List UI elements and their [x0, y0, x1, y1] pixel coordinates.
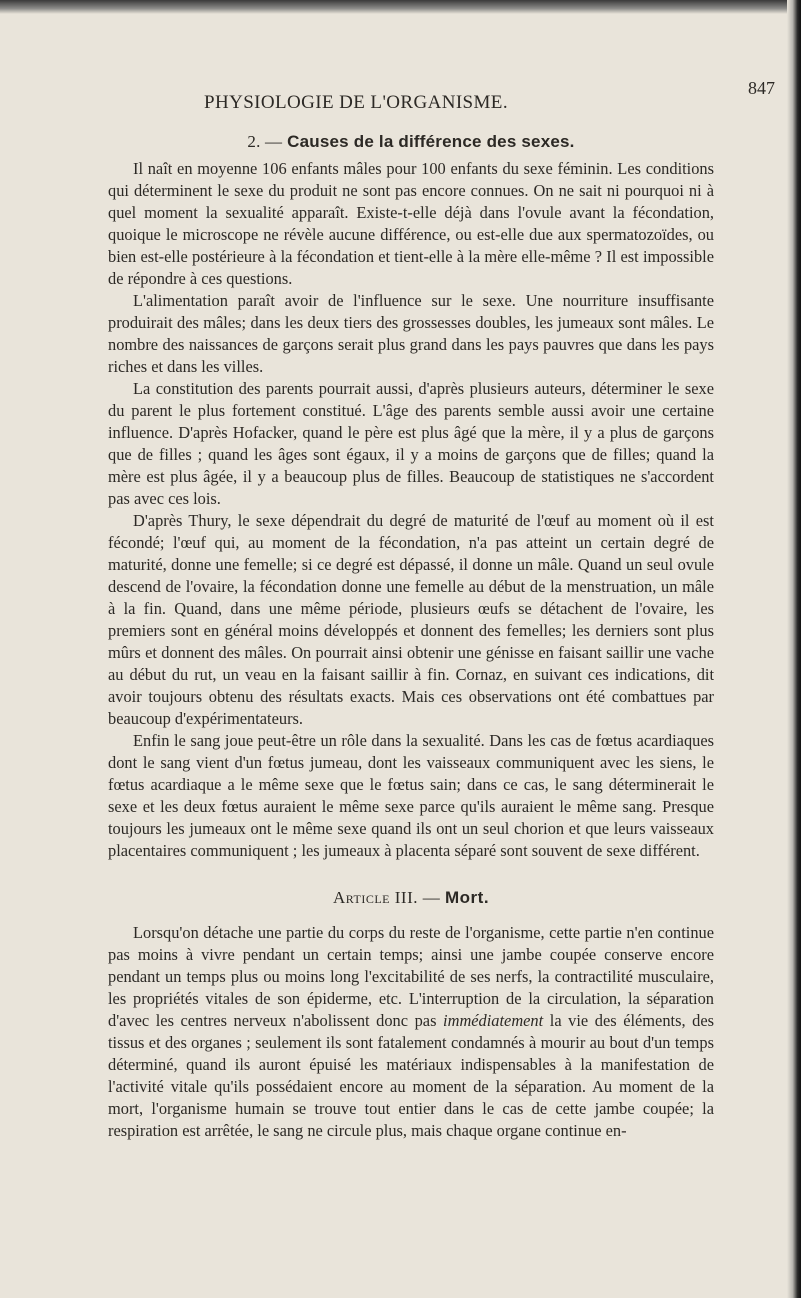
text-run: la vie des éléments, des tissus et des organes ; seulement ils sont fatalement condamnés à mourir au bout d'un temps déterminé, quand ils auront épuisé les matériaux indispensables à la manifestation de l'activité vitale qu'ils possédaient encore au moment de la séparation. Au moment de la mort, l'organisme humain se trouve tout entier dans le cas de cette jambe coupée; la respiration est arrêtée, le sang ne circule plus, mais chaque organe continue en- — [108, 1011, 714, 1140]
book-page — [108, 78, 775, 1142]
paragraph: La constitution des parents pourrait aussi, d'après plusieurs auteurs, déterminer le sexe du parent le plus fortement constitué. L'âge des parents semble aussi avoir une certaine influence. D'après Hofacker, quand le père est plus âgé que la mère, il y a plus de garçons que de filles ; quand les âges sont égaux, il y a moins de garçons que de filles; quand la mère est plus âgée, il y a beaucoup plus de filles. Beaucoup de statistiques ne s'accordent pas avec ces lois. — [108, 379, 714, 508]
scan-binding-edge — [787, 0, 801, 1298]
section-number: 2. — — [247, 132, 283, 151]
italic-term: immédiatement — [443, 1011, 544, 1030]
paragraph: Il naît en moyenne 106 enfants mâles pour 100 enfants du sexe féminin. Les conditions qui déterminent le sexe du produit ne sont pas encore connues. On ne sait ni pourquoi ni à quel moment la sexualité apparaît. Existe-t-elle déjà dans l'ovule avant la fécondation, quoique le microscope ne révèle aucune différence, ou est-elle due aux spermatozoïdes, ou bien est-elle postérieure à la fécondation et tient-elle à la mère elle-même ? Il est impossible de répondre à ces questions. — [108, 159, 714, 288]
article-label: Article III. — [332, 888, 418, 907]
paragraph: Enfin le sang joue peut-être un rôle dans la sexualité. Dans les cas de fœtus acardiaques dont le sang vient d'un fœtus jumeau, dont les vaisseaux communiquent avec les siens, le fœtus acardiaque a le même sexe que le fœtus sain; dans ce cas, le sang déterminerait le sexe et les deux fœtus auraient le même sexe parce qu'ils auraient le même sang. Presque toujours les jumeaux ont le même sexe quand ils ont un seul chorion et que leurs vaisseaux placentaires communiquent ; les jumeaux à placenta séparé sont souvent de sexe différent. — [108, 731, 714, 860]
section-title: Causes de la différence des sexes. — [287, 132, 575, 151]
scan-top-edge — [0, 0, 801, 14]
paragraph: L'alimentation paraît avoir de l'influence sur le sexe. Une nourriture insuffisante produirait des mâles; dans les deux tiers des grossesses doubles, les jumeaux sont mâles. Le nombre des naissances de garçons serait plus grand dans les pays pauvres que dans les pays riches et dans les villes. — [108, 291, 714, 376]
running-head — [108, 78, 775, 118]
article-dash: — — [422, 888, 441, 907]
page-number: 847 — [748, 78, 775, 98]
article-title: Mort. — [445, 888, 490, 907]
article-paragraph — [108, 922, 714, 1142]
section-heading — [108, 132, 714, 152]
text-run: Lorsqu'on détache une partie du corps du reste de l'organisme, cette partie n'en continue pas moins à vivre pendant un certain temps; ainsi une jambe coupée conserve encore pendant un temps plus ou moins long l'excitabilité de ses nerfs, la contractilité musculaire, les propriétés vitales de son épiderme, etc. L'interruption de la circulation, la séparation d'avec les centres nerveux n'abolissent donc pas — [108, 923, 714, 1030]
running-head-title: PHYSIOLOGIE DE L'ORGANISME. — [204, 92, 508, 113]
article-heading — [108, 888, 714, 908]
paragraph: D'après Thury, le sexe dépendrait du degré de maturité de l'œuf au moment où il est fécondé; l'œuf qui, au moment de la fécondation, n'a pas atteint un certain degré de maturité, donne une femelle; si ce degré est dépassé, il donne un mâle. Quand un seul ovule descend de l'ovaire, la fécondation donne une femelle au début de la menstruation, un mâle à la fin. Quand, dans une même période, plusieurs œufs se détachent de l'ovaire, les premiers sont en général moins développés et donnent des femelles; les derniers sont plus mûrs et donnent des mâles. On pourrait ainsi obtenir une génisse en faisant saillir une vache au début du rut, un veau en la faisant saillir à fin. Cornaz, en suivant ces indications, dit avoir toujours obtenu des résultats exacts. Mais ces observations ont été combattues par beaucoup d'expérimentateurs. — [108, 511, 714, 728]
